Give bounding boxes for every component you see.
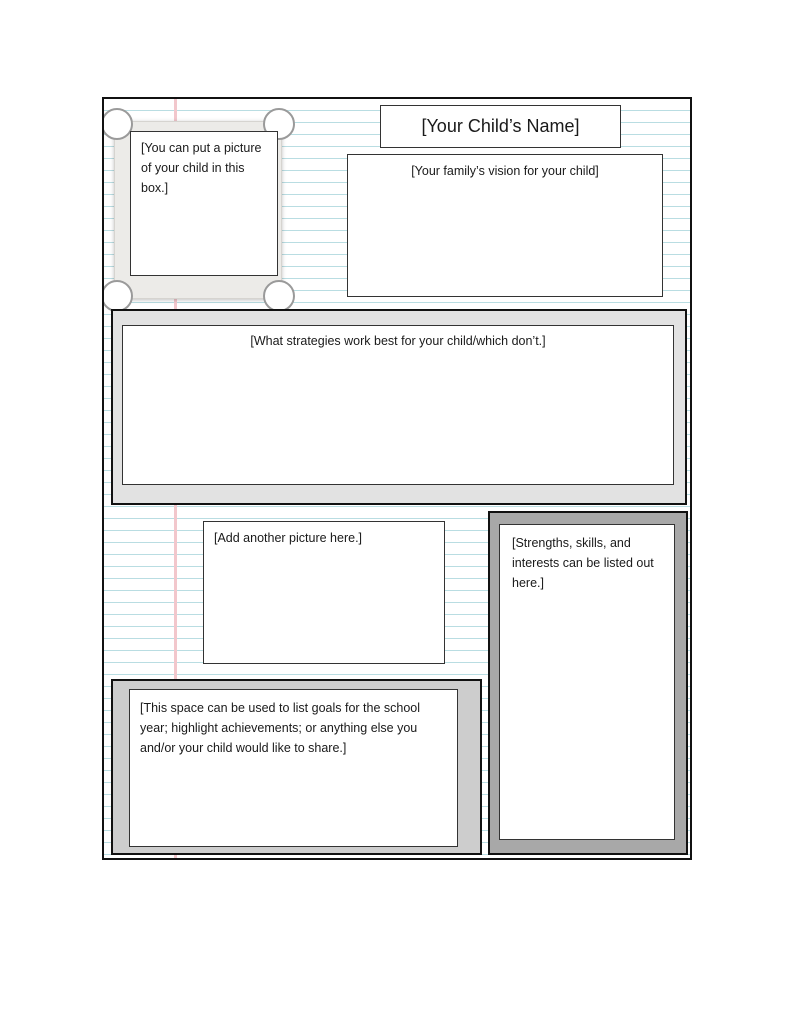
profile-page bbox=[102, 97, 692, 860]
photo-placeholder-box[interactable] bbox=[130, 131, 278, 276]
child-name-box[interactable] bbox=[380, 105, 621, 148]
goals-placeholder-text: [This space can be used to list goals for the school year; highlight achievements; or anything else you and/or your child would like to share.] bbox=[140, 701, 421, 755]
child-name-title: [Your Child’s Name] bbox=[421, 116, 580, 136]
frame-corner-curl bbox=[102, 280, 133, 312]
frame-corner-curl bbox=[102, 108, 133, 140]
goals-box[interactable] bbox=[129, 689, 458, 847]
second-picture-box[interactable] bbox=[203, 521, 445, 664]
strategies-box[interactable] bbox=[122, 325, 674, 485]
photo-placeholder-text: [You can put a picture of your child in this box.] bbox=[141, 141, 262, 195]
frame-corner-curl bbox=[263, 280, 295, 312]
strategies-placeholder-text: [What strategies work best for your child/which don’t.] bbox=[250, 334, 546, 348]
vision-placeholder-text: [Your family’s vision for your child] bbox=[411, 164, 599, 178]
strengths-placeholder-text: [Strengths, skills, and interests can be listed out here.] bbox=[512, 536, 654, 590]
strengths-box[interactable] bbox=[499, 524, 675, 840]
second-picture-placeholder-text: [Add another picture here.] bbox=[214, 531, 363, 545]
vision-box[interactable] bbox=[347, 154, 663, 297]
photo-frame bbox=[114, 121, 282, 299]
